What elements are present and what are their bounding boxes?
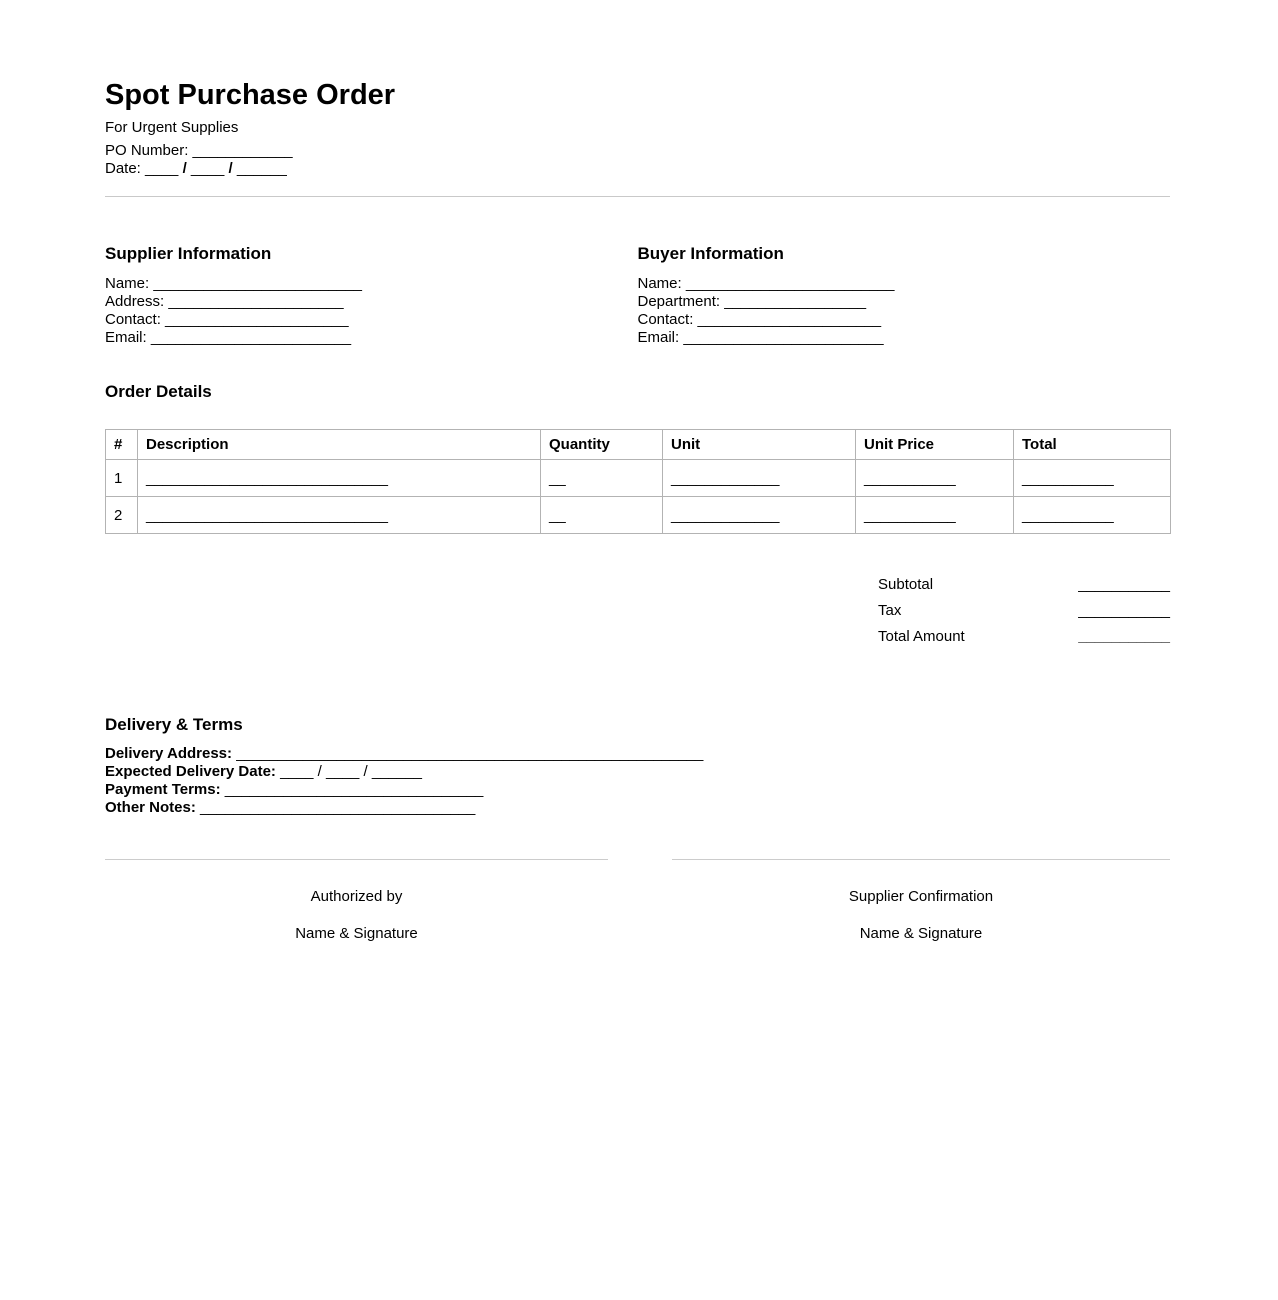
authorized-by-signature-block [105, 859, 608, 943]
name-signature-label: Name & Signature [295, 925, 418, 942]
supplier-email-blank: ________________________ [150, 329, 352, 346]
payment-terms-label: Payment Terms: [105, 781, 221, 798]
total-blank: ___________ [1014, 497, 1171, 534]
order-summary [878, 576, 1170, 654]
column-header-description: Description [138, 430, 541, 460]
supplier-name-field [105, 275, 638, 293]
subtotal-row [878, 576, 1170, 602]
date-separator: / [317, 763, 322, 780]
page-subtitle: For Urgent Supplies [105, 119, 239, 136]
row-number: 1 [106, 460, 138, 497]
header-divider [105, 196, 1170, 197]
buyer-heading: Buyer Information [637, 244, 784, 263]
order-details-section [105, 381, 1170, 654]
delivery-address-blank: ________________________________________________________ [236, 745, 704, 762]
expected-delivery-date-label: Expected Delivery Date: [105, 763, 276, 780]
total-amount-label: Total Amount [878, 628, 965, 645]
buyer-name-field [638, 275, 1171, 293]
date-line [105, 160, 1170, 178]
signature-section [105, 859, 1170, 943]
supplier-email-field [105, 329, 638, 347]
subtotal-label: Subtotal [878, 576, 934, 593]
delivery-address-label: Delivery Address: [105, 745, 233, 762]
table-row [106, 460, 1171, 497]
party-info-columns [105, 243, 1170, 347]
buyer-contact-label: Contact: [637, 311, 694, 328]
supplier-confirmation-label: Supplier Confirmation [848, 888, 994, 905]
delivery-terms-heading: Delivery & Terms [105, 715, 243, 734]
supplier-name-blank: _________________________ [153, 275, 362, 292]
description-blank: _____________________________ [138, 497, 541, 534]
buyer-name-label: Name: [637, 275, 682, 292]
unit-price-blank: ___________ [856, 460, 1014, 497]
buyer-email-field [638, 329, 1171, 347]
total-amount-blank: ___________ [1078, 628, 1170, 645]
expected-date-blank-day: ____ [280, 763, 314, 780]
supplier-confirmation-signature-block [672, 859, 1170, 943]
description-blank: _____________________________ [138, 460, 541, 497]
column-header-unit-price: Unit Price [856, 430, 1014, 460]
other-notes-blank: _________________________________ [200, 799, 476, 816]
supplier-address-field [105, 293, 638, 311]
payment-terms-field [105, 781, 1170, 799]
supplier-contact-label: Contact: [105, 311, 161, 328]
table-header-row [106, 430, 1171, 460]
supplier-address-blank: _____________________ [168, 293, 344, 310]
other-notes-label: Other Notes: [105, 799, 196, 816]
payment-terms-blank: _______________________________ [224, 781, 484, 798]
expected-date-blank-year: ______ [371, 763, 422, 780]
delivery-terms-section [105, 714, 1170, 817]
po-number-label: PO Number: [105, 142, 189, 159]
expected-delivery-date-field [105, 763, 1170, 781]
buyer-department-field [638, 293, 1171, 311]
buyer-info-section [638, 243, 1171, 347]
date-label: Date: [105, 160, 141, 177]
date-separator: / [228, 160, 233, 177]
page-title: Spot Purchase Order [105, 79, 396, 111]
supplier-heading: Supplier Information [105, 244, 272, 263]
buyer-contact-field [638, 311, 1171, 329]
unit-blank: _____________ [663, 497, 856, 534]
name-signature-label: Name & Signature [859, 925, 983, 942]
supplier-address-label: Address: [105, 293, 165, 310]
buyer-name-blank: _________________________ [685, 275, 895, 292]
date-blank-month: ____ [190, 160, 225, 177]
date-blank-year: ______ [236, 160, 287, 177]
po-number-blank: ____________ [192, 142, 293, 159]
delivery-address-field [105, 745, 1170, 763]
quantity-blank: __ [541, 497, 663, 534]
buyer-department-blank: _________________ [724, 293, 867, 310]
column-header-total: Total [1014, 430, 1171, 460]
order-details-heading: Order Details [105, 382, 212, 401]
order-items-table [105, 429, 1171, 534]
column-header-quantity: Quantity [541, 430, 663, 460]
quantity-blank: __ [541, 460, 663, 497]
tax-blank: ___________ [1078, 602, 1170, 619]
supplier-info-section [105, 243, 638, 347]
tax-label: Tax [878, 602, 902, 619]
total-blank: ___________ [1014, 460, 1171, 497]
total-amount-row [878, 628, 1170, 654]
date-separator: / [182, 160, 187, 177]
table-row [106, 497, 1171, 534]
unit-blank: _____________ [663, 460, 856, 497]
authorized-by-label: Authorized by [310, 888, 403, 905]
column-header-unit: Unit [663, 430, 856, 460]
supplier-contact-field [105, 311, 638, 329]
supplier-email-label: Email: [105, 329, 147, 346]
row-number: 2 [106, 497, 138, 534]
unit-price-blank: ___________ [856, 497, 1014, 534]
buyer-department-label: Department: [637, 293, 721, 310]
other-notes-field [105, 799, 1170, 817]
supplier-name-label: Name: [105, 275, 150, 292]
buyer-contact-blank: ______________________ [697, 311, 882, 328]
supplier-contact-blank: ______________________ [165, 311, 349, 328]
date-separator: / [363, 763, 368, 780]
subtotal-blank: ___________ [1078, 576, 1170, 593]
tax-row [878, 602, 1170, 628]
expected-date-blank-month: ____ [325, 763, 360, 780]
column-header-num: # [106, 430, 138, 460]
buyer-email-label: Email: [637, 329, 680, 346]
po-number-line [105, 142, 1170, 160]
date-blank-day: ____ [145, 160, 179, 177]
buyer-email-blank: ________________________ [683, 329, 884, 346]
